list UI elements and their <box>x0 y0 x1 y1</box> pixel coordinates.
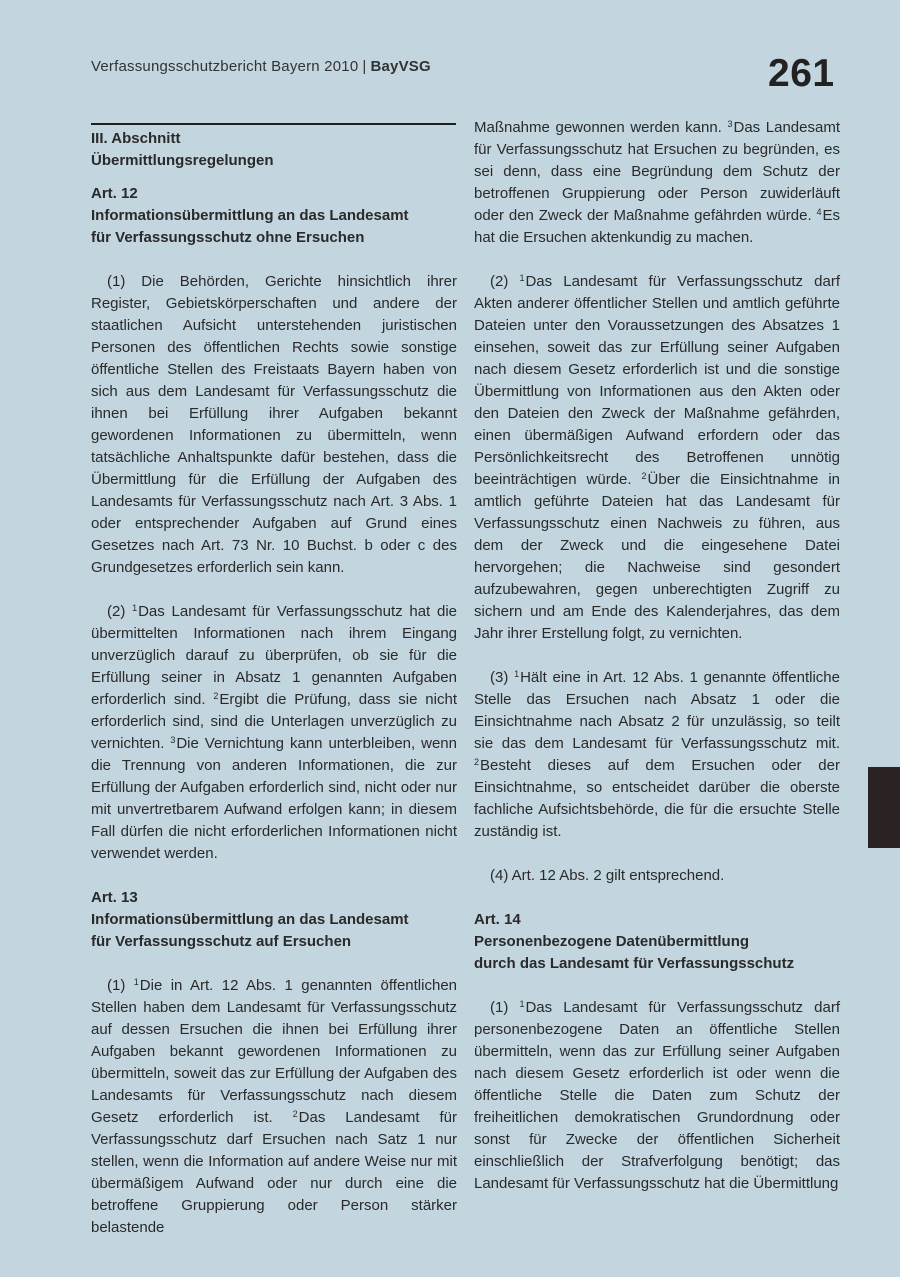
sentence-number: 4 <box>816 207 822 217</box>
art12-label: Art. 12 <box>91 185 138 202</box>
section-title: Übermittlungsregelungen <box>91 152 274 169</box>
art14-title-line2: durch das Landesamt für Verfassungsschutz <box>474 955 795 972</box>
paragraph-prefix: (2) <box>107 603 133 620</box>
art12-paragraph-2 <box>91 601 457 865</box>
header-separator: | <box>362 58 367 75</box>
art13-title-line2: für Verfassungsschutz auf Ersuchen <box>91 933 352 950</box>
sentence: Das Landesamt für Verfassungsschutz hat die übermittelten Informationen nach ihrem Eingang unverzüglich darauf zu überprüfen, ob sie für die Erfüllung seiner in Absatz 1 genannten Aufgaben erforderlich sind. <box>91 603 457 708</box>
sentence: Über die Einsichtnahme in amtlich geführte Dateien hat das Landesamt für Verfassungsschutz einen Nachweis zu führen, aus dem der Zweck und die eingesehene Datei hervorgehen; die Nachweise sind gesondert aufzubewahren, gegen unberechtigten Zugriff zu sichern und am Ende des Kalenderjahres, das dem Jahr ihrer Erstellung folgt, zu vernichten. <box>474 471 840 642</box>
sentence: Die in Art. 12 Abs. 1 genannten öffentlichen Stellen haben dem Landesamt für Verfassungsschutz auf dessen Ersuchen die ihnen bei Erfüllung ihrer Aufgaben bekannt gewordenen Informationen zu übermitteln, soweit das zur Erfüllung der Aufgaben des Landesamts für Verfassungsschutz nach diesem Gesetz erforderlich ist. <box>91 977 458 1126</box>
sentence: Das Landesamt für Verfassungsschutz darf Akten anderer öffentlicher Stellen und amtlich geführte Dateien unter den Voraussetzungen des Absatzes 1 einsehen, soweit das zur Erfüllung seiner Aufgaben nach diesem Gesetz erforderlich ist und die sonstige Übermittlung von Informationen aus den Akten oder den Dateien den Zweck der Maßnahme gefährden, einen übermäßigen Aufwand erfordern oder das Persönlichkeitsrecht des Betroffenen unnötig beeinträchtigen würde. <box>474 273 840 488</box>
paragraph-prefix: (2) <box>490 273 520 290</box>
art12-paragraph-1: (1) Die Behörden, Gerichte hinsichtlich ihrer Register, Gebietskörperschaften und andere der staatlichen Aufsicht unterstehenden juristischen Personen des öffentlichen Rechts sowie sonstige öffentliche Stellen des Freistaats Bayern haben von sich aus dem Landesamt für Verfassungsschutz die ihnen bei Erfüllung ihrer Aufgaben bekannt gewordenen Informationen zu übermitteln, wenn tatsächliche Anhaltspunkte dafür bestehen, dass die Übermittlung für die Erfüllung der Aufgaben des Landesamts für Verfassungsschutz nach Art. 3 Abs. 1 oder entsprechender Aufgaben auf Grund eines Gesetzes nach Art. 73 Nr. 10 Buchst. b oder c des Grundgesetzes erforderlich sein kann. <box>91 273 457 576</box>
sentence-number: 1 <box>519 999 525 1009</box>
sentence: Das Landesamt für Verfassungsschutz darf personenbezogene Daten an öffentliche Stellen übermitteln, wenn das zur Erfüllung seiner Aufgaben nach diesem Gesetz erforderlich ist oder wenn die öffentliche Stelle die Daten zum Schutz der freiheitlichen demokratischen Grundordnung oder sonst für Zwecke der öffentlichen Sicherheit einschließlich der Strafverfolgung benötigt; das Landesamt für Verfassungsschutz hat die Übermittlung <box>474 999 840 1192</box>
sentence-number: 1 <box>132 603 138 613</box>
sentence: Die Vernichtung kann unterbleiben, wenn die Trennung von anderen Informationen, die zur Erfüllung der Aufgaben erforderlich sind, nicht oder nur mit unvertretbarem Aufwand erfolgen kann; in diesem Fall dürfen die nicht erforderlichen Informationen nicht verwendet werden. <box>91 735 457 862</box>
section-label: III. Abschnitt <box>91 130 181 147</box>
sentence-number: 1 <box>133 977 139 987</box>
sentence-number: 2 <box>213 691 219 701</box>
paragraph-prefix: (3) <box>490 669 515 686</box>
right-column <box>474 117 840 1217</box>
art13-paragraph-2 <box>474 271 840 645</box>
art14-label: Art. 14 <box>474 911 521 928</box>
sentence-number: 2 <box>641 471 647 481</box>
sentence: Ergibt die Prüfung, dass sie nicht erforderlich sind, sind die Unterlagen unverzüglich zu vernichten. <box>91 691 457 752</box>
sentence: Hält eine in Art. 12 Abs. 1 genannte öffentliche Stelle das Ersuchen nach Absatz 1 oder die Einsichtnahme nach Absatz 2 für unzulässig, so teilt sie das dem Landesamt für Verfassungsschutz mit. <box>474 669 840 752</box>
paragraph-prefix: (1) <box>107 977 134 994</box>
sentence: Das Landesamt für Verfassungsschutz darf Ersuchen nach Satz 1 nur stellen, wenn die Information auf andere Weise nur mit übermäßigem Aufwand oder nur durch eine die betroffene Gruppierung oder Person stärker belastende <box>91 1109 457 1236</box>
art13-paragraph-4: (4) Art. 12 Abs. 2 gilt entsprechend. <box>490 867 725 884</box>
sentence: Es hat die Ersuchen aktenkundig zu machen. <box>474 207 840 246</box>
sentence-number: 3 <box>727 119 733 129</box>
art14-paragraph-1 <box>474 997 840 1195</box>
sentence-number: 1 <box>519 273 525 283</box>
art13-paragraph-1-continued <box>474 117 840 249</box>
sentence-number: 2 <box>474 757 480 767</box>
sentence: Maßnahme gewonnen werden kann. <box>474 119 728 136</box>
art13-paragraph-1 <box>91 975 457 1239</box>
sentence: Das Landesamt für Verfassungsschutz hat Ersuchen zu begründen, es sei denn, dass eine Begründung dem Schutz der betroffenen Gruppierung oder Person zuwiderläuft oder den Zweck der Maßnahme gefährden würde. <box>474 119 840 224</box>
thumb-index-tab <box>868 767 900 848</box>
art14-title-line1: Personenbezogene Datenübermittlung <box>474 933 750 950</box>
page-number: 261 <box>768 52 835 95</box>
sentence-number: 2 <box>292 1109 298 1119</box>
publication-title: Verfassungsschutzbericht Bayern 2010 <box>91 58 359 75</box>
law-abbreviation: BayVSG <box>370 58 431 75</box>
running-head <box>91 58 431 75</box>
art13-title-line1: Informationsübermittlung an das Landesamt <box>91 911 409 928</box>
section-rule <box>91 123 456 125</box>
paragraph-prefix: (1) <box>490 999 520 1016</box>
left-column <box>91 128 457 1261</box>
art12-title-line2: für Verfassungsschutz ohne Ersuchen <box>91 229 365 246</box>
sentence-number: 3 <box>170 735 176 745</box>
sentence: Besteht dieses auf dem Ersuchen oder der Einsichtnahme, so entscheidet darüber die oberste fachliche Aufsichtsbehörde, die für die ersuchte Stelle zuständig ist. <box>474 757 840 840</box>
art13-paragraph-3 <box>474 667 840 843</box>
art13-label: Art. 13 <box>91 889 138 906</box>
sentence-number: 1 <box>514 669 520 679</box>
art12-title-line1: Informationsübermittlung an das Landesamt <box>91 207 409 224</box>
